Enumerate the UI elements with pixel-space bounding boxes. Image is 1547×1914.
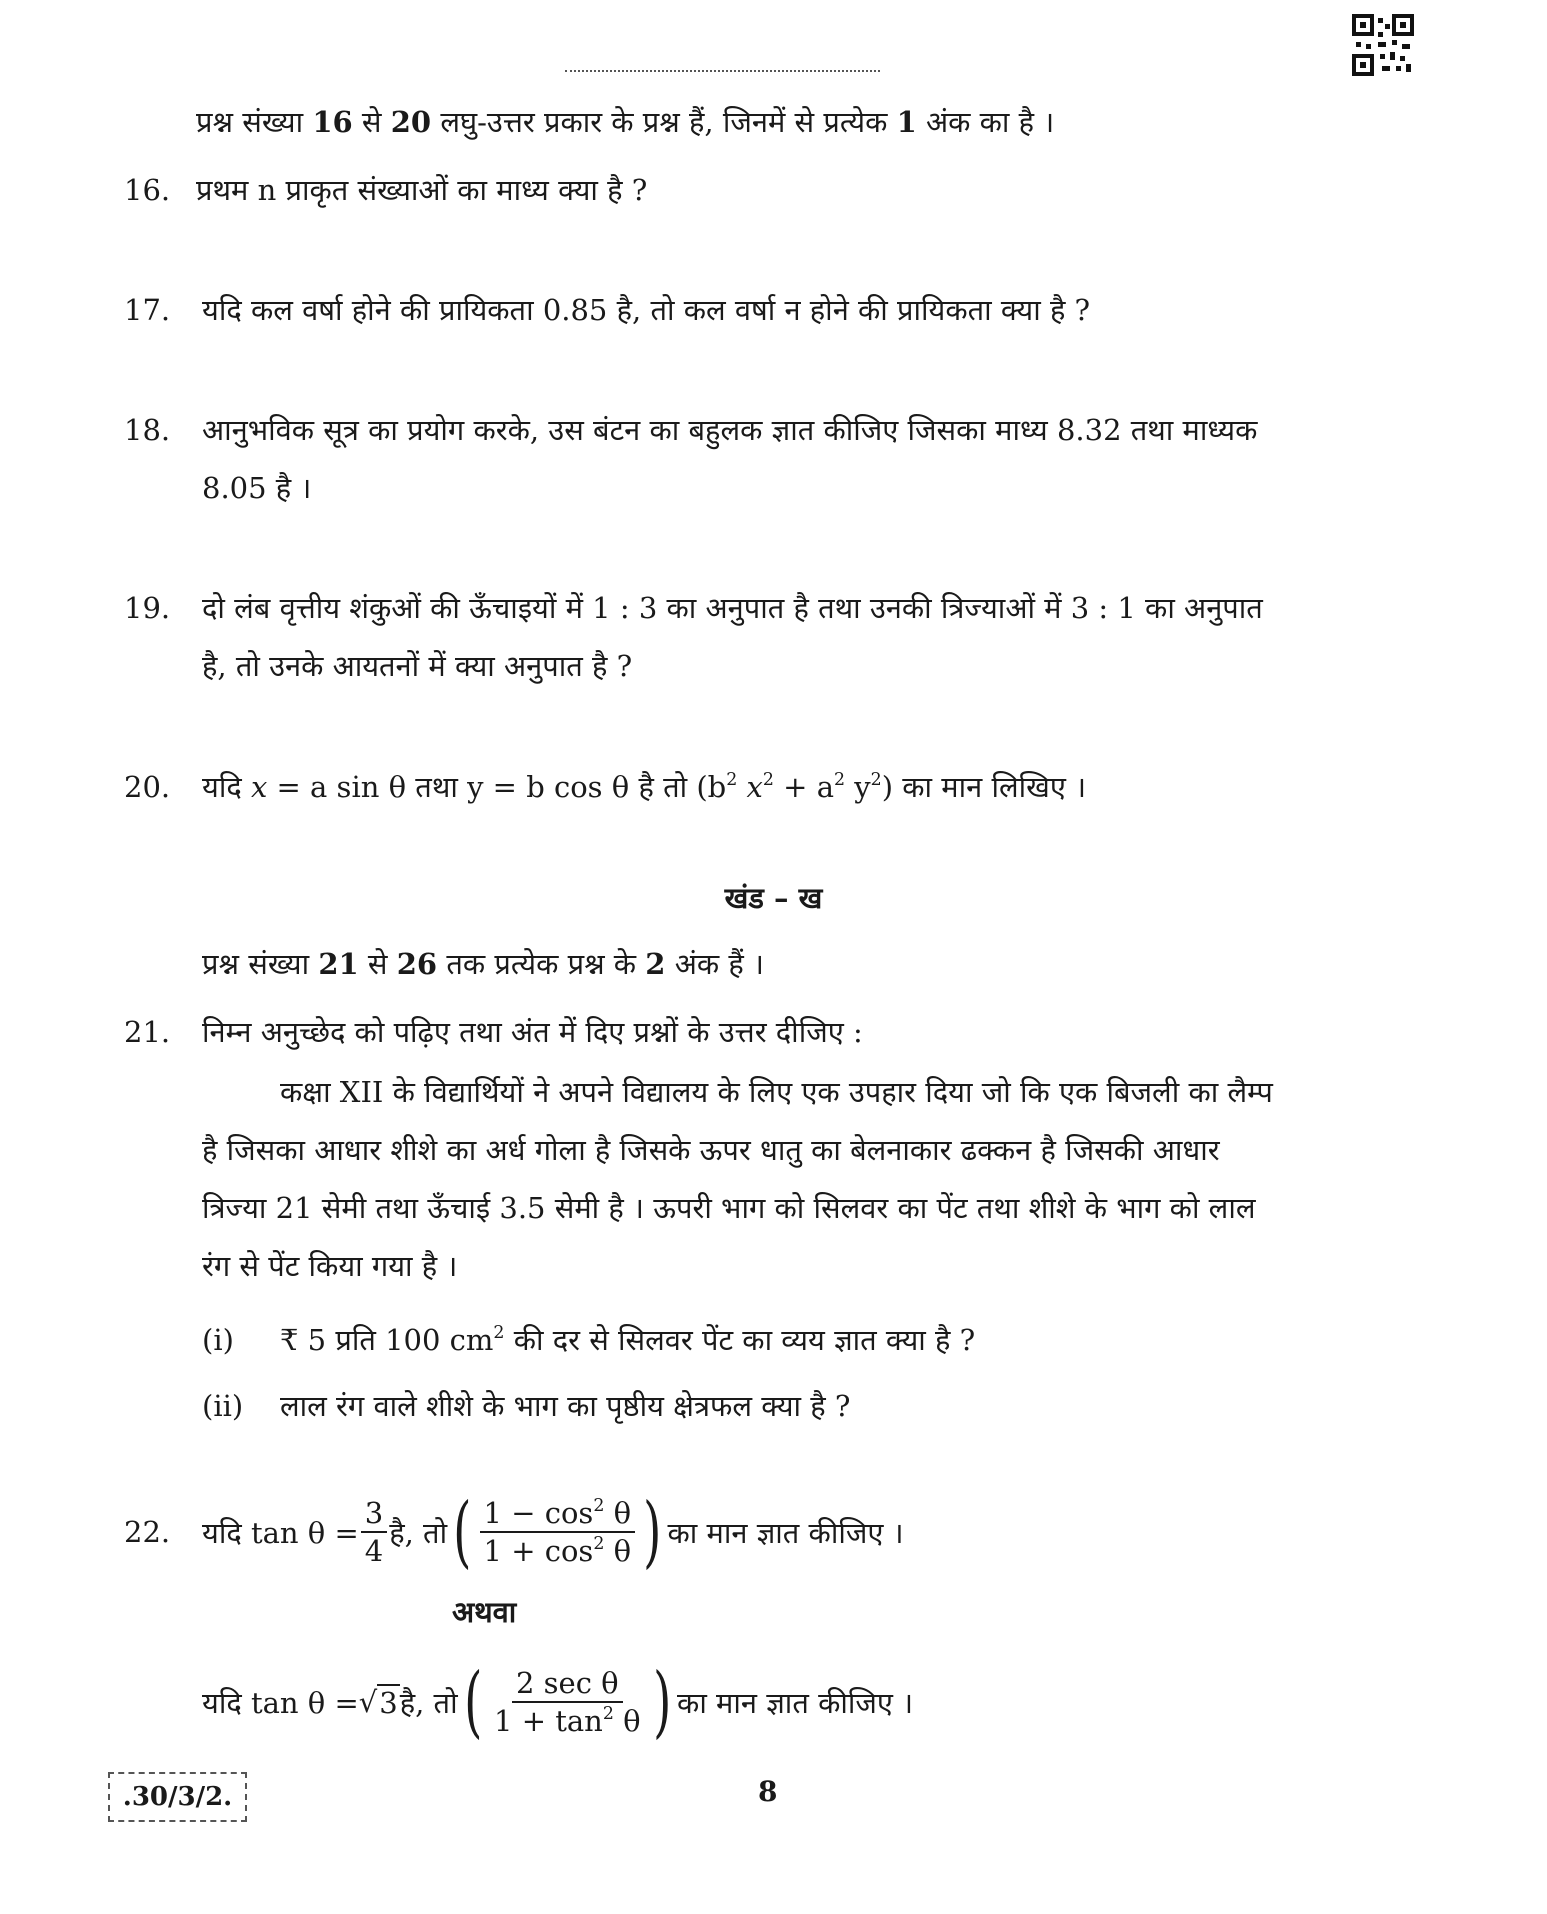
section-b-title: खंड – ख <box>724 881 823 915</box>
question-number-22: 22. <box>124 1515 171 1549</box>
question-18-line-1: आनुभविक सूत्र का प्रयोग करके, उस बंटन का बहुलक ज्ञात कीजिए जिसका माध्य 8.32 तथा माध्यक <box>202 413 1258 447</box>
question-21-sub-i-text: ₹ 5 प्रति 100 $cm^2$ की दर से सिलवर पेंट का व्यय ज्ञात क्या है ? <box>280 1322 976 1357</box>
instruction-section-a: प्रश्न संख्या 16 से 20 लघु-उत्तर प्रकार के प्रश्न हैं, जिनमें से प्रत्येक 1 अंक का है । <box>196 105 1055 139</box>
question-number-20: 20. <box>124 770 171 804</box>
question-21-sub-ii-text: लाल रंग वाले शीशे के भाग का पृष्ठीय क्षेत्रफल क्या है ? <box>280 1389 851 1423</box>
question-16-text: प्रथम n प्राकृत संख्याओं का माध्य क्या है ? <box>196 173 648 207</box>
question-18-line-2: 8.05 है । <box>202 471 312 505</box>
question-number-16: 16. <box>124 173 171 207</box>
question-22-expression: यदि tan θ = $\frac{3}{4}$ है, तो ( $\frac{1 - \cos^2 \theta}{1 + \cos^2 \theta}$ ) का मान ज्ञात कीजिए । <box>202 1487 904 1577</box>
question-number-21: 21. <box>124 1015 171 1049</box>
page-number: 8 <box>758 1775 778 1808</box>
question-19-line-1: दो लंब वृत्तीय शंकुओं की ऊँचाइयों में 1 : 3 का अनुपात है तथा उनकी त्रिज्याओं में 3 : 1 का अनुपात <box>202 591 1263 625</box>
question-19-line-2: है, तो उनके आयतनों में क्या अनुपात है ? <box>202 649 633 683</box>
question-20-text: यदि x = a sin θ तथा y = b cos θ है तो ($b^2$ $x^2 + a^2$ $y^2$) का मान लिखिए । <box>202 769 1087 804</box>
question-21-para-line-2: है जिसका आधार शीशे का अर्ध गोला है जिसके ऊपर धातु का बेलनाकार ढक्कन है जिसकी आधार <box>202 1133 1220 1167</box>
or-label: अथवा <box>452 1595 517 1629</box>
fraction-3-4: $\frac{3}{4}$ <box>361 1495 387 1569</box>
question-21-para-line-1: कक्षा XII के विद्यार्थियों ने अपने विद्यालय के लिए एक उपहार दिया जो कि एक बिजली का लैम्प <box>280 1075 1273 1109</box>
question-number-17: 17. <box>124 293 171 327</box>
paper-code-box: .30/3/2. <box>108 1772 247 1822</box>
question-21-sub-ii-label: (ii) <box>202 1389 244 1423</box>
question-number-18: 18. <box>124 413 171 447</box>
question-21-para-line-4: रंग से पेंट किया गया है । <box>202 1249 458 1283</box>
instruction-section-b: प्रश्न संख्या 21 से 26 तक प्रत्येक प्रश्न के 2 अंक हैं । <box>202 947 764 981</box>
question-21-intro: निम्न अनुच्छेद को पढ़िए तथा अंत में दिए प्रश्नों के उत्तर दीजिए : <box>202 1015 863 1049</box>
qr-code-icon <box>1352 14 1414 76</box>
question-21-para-line-3: त्रिज्या 21 सेमी तथा ऊँचाई 3.5 सेमी है । ऊपरी भाग को सिलवर का पेंट तथा शीशे के भाग को लाल <box>202 1191 1256 1225</box>
question-21-sub-i-label: (i) <box>202 1323 234 1357</box>
question-17-text: यदि कल वर्षा होने की प्रायिकता 0.85 है, तो कल वर्षा न होने की प्रायिकता क्या है ? <box>202 293 1091 327</box>
top-dotted-rule <box>565 70 880 72</box>
question-22-alternative-expression: यदि tan θ = √ 3 है, तो ( $\frac{\text{2 sec θ}}{1 + \tan^2 \theta}$ ) का मान ज्ञात कीजिए । <box>202 1657 914 1747</box>
question-number-19: 19. <box>124 591 171 625</box>
